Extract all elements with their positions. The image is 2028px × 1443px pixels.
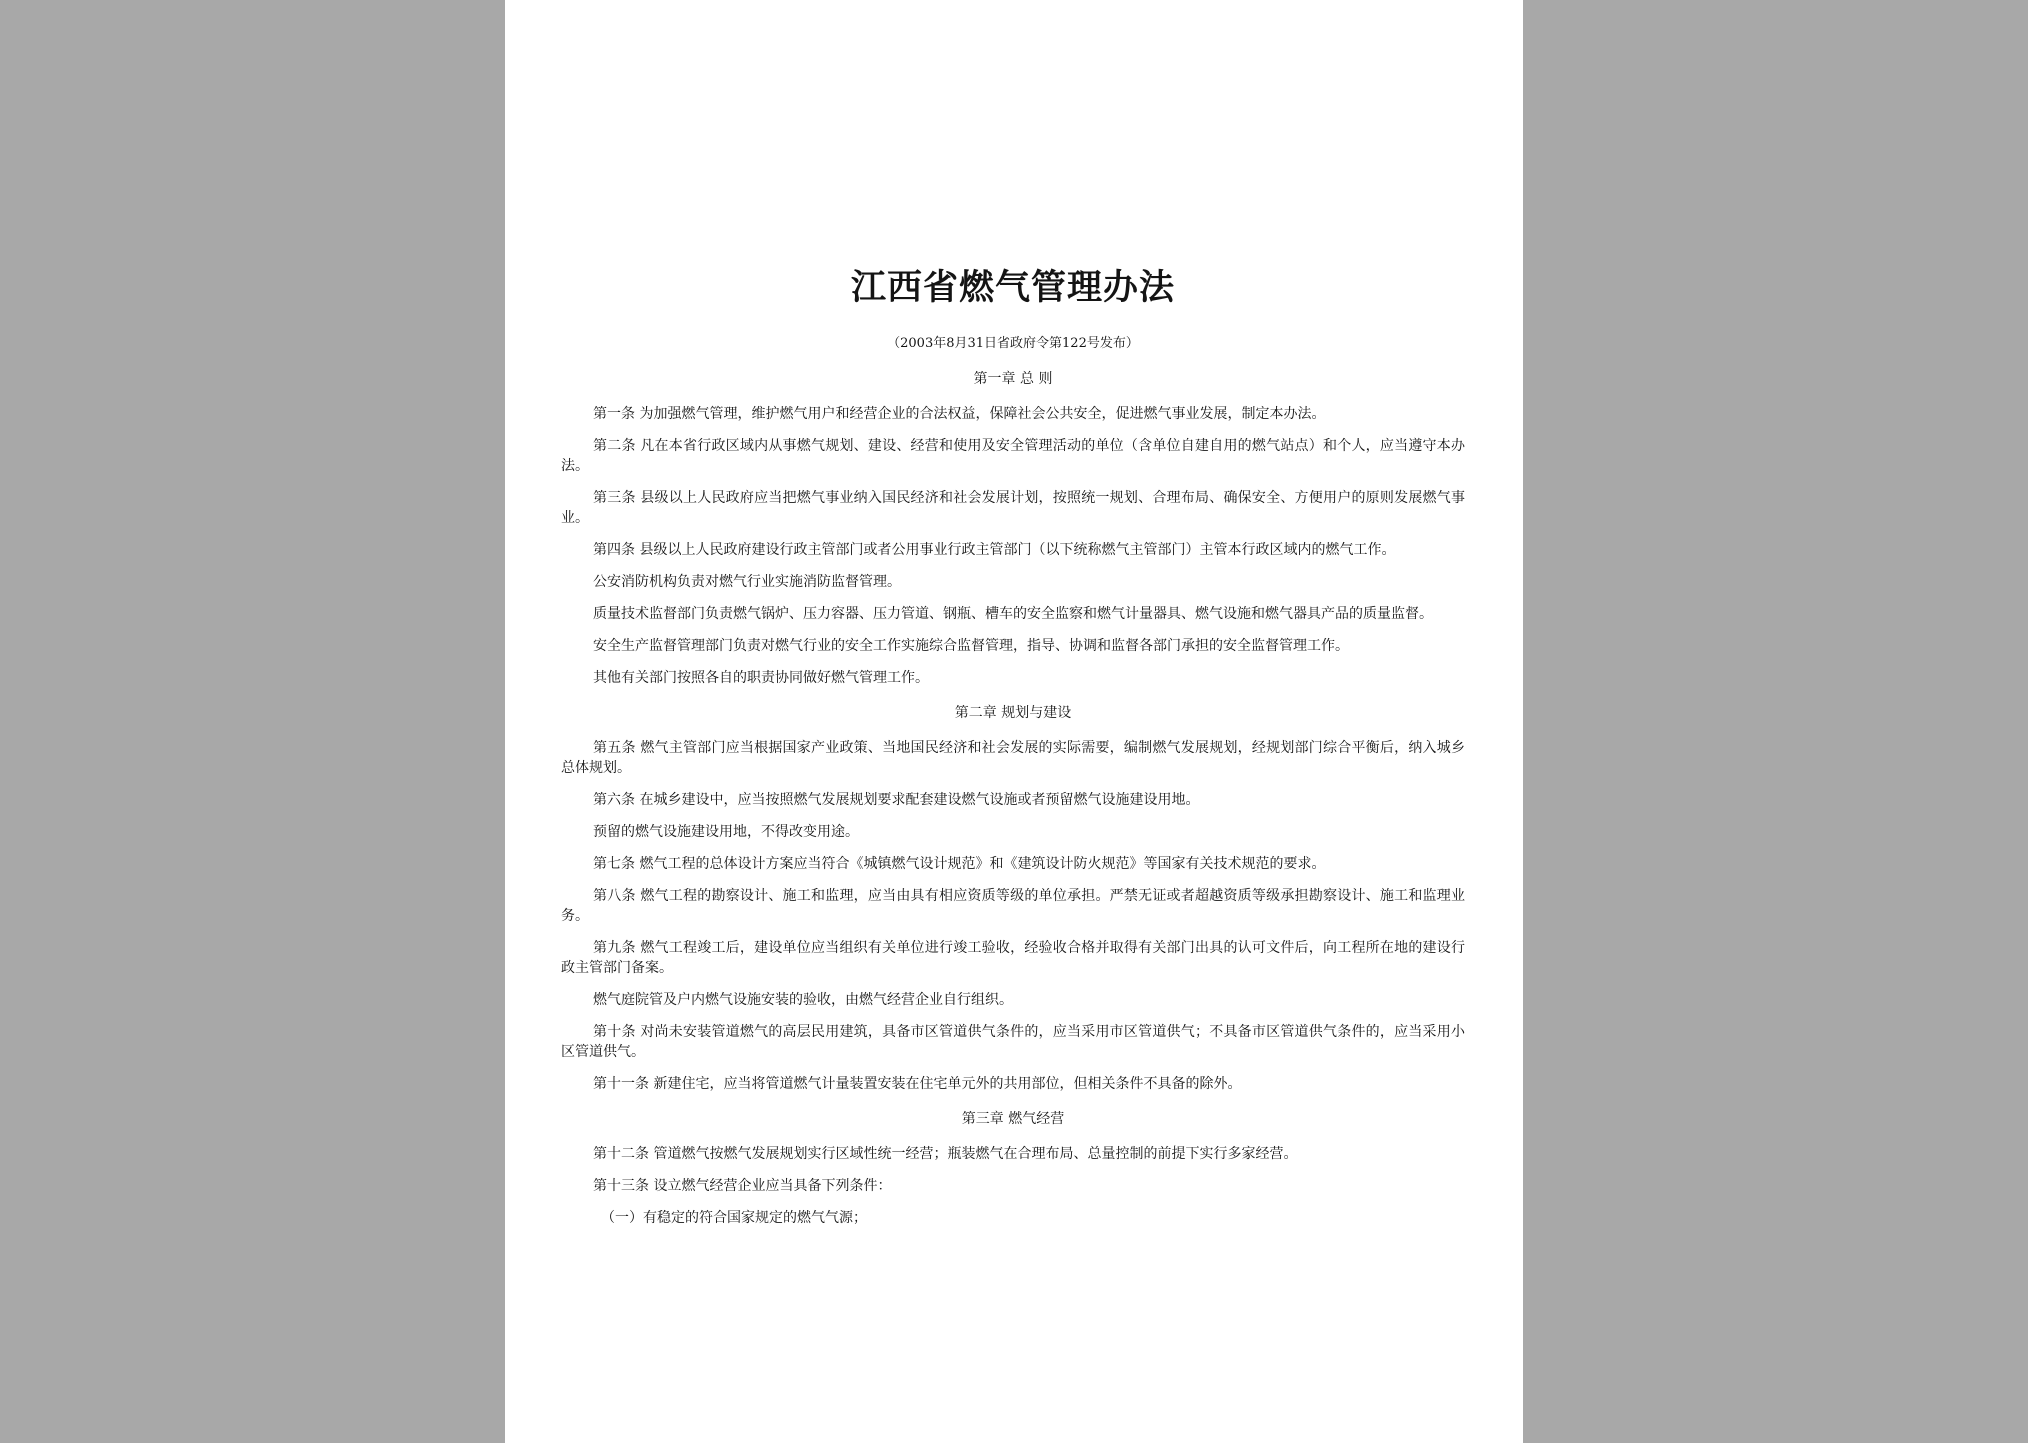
paragraph: 公安消防机构负责对燃气行业实施消防监督管理。 xyxy=(593,574,901,590)
paragraph: 第四条 县级以上人民政府建设行政主管部门或者公用事业行政主管部门（以下统称燃气主管部门）主管本行政区域内的燃气工作。 xyxy=(593,542,1396,558)
chapter-heading: 第二章 规划与建设 xyxy=(954,705,1072,721)
paragraph: 第二条 凡在本省行政区域内从事燃气规划、建设、经营和使用及安全管理活动的单位（含单位自建自用的燃气站点）和个人，应当遵守本办法。 xyxy=(561,438,1465,474)
document-page xyxy=(505,0,1523,1443)
paragraph: 第三条 县级以上人民政府应当把燃气事业纳入国民经济和社会发展计划，按照统一规划、合理布局、确保安全、方便用户的原则发展燃气事业。 xyxy=(561,490,1465,526)
paragraph: 燃气庭院管及户内燃气设施安装的验收，由燃气经营企业自行组织。 xyxy=(593,992,1013,1008)
document-title: 江西省燃气管理办法 xyxy=(850,267,1175,308)
paragraph: 第一条 为加强燃气管理，维护燃气用户和经营企业的合法权益，保障社会公共安全，促进燃气事业发展，制定本办法。 xyxy=(593,406,1326,422)
paragraph: 第十二条 管道燃气按燃气发展规划实行区域性统一经营；瓶装燃气在合理布局、总量控制的前提下实行多家经营。 xyxy=(593,1146,1298,1162)
paragraph: 第十三条 设立燃气经营企业应当具备下列条件： xyxy=(593,1178,892,1194)
paragraph: 第五条 燃气主管部门应当根据国家产业政策、当地国民经济和社会发展的实际需要，编制燃气发展规划，经规划部门综合平衡后，纳入城乡总体规划。 xyxy=(561,740,1465,776)
paragraph: 第六条 在城乡建设中，应当按照燃气发展规划要求配套建设燃气设施或者预留燃气设施建设用地。 xyxy=(593,792,1200,808)
paragraph: 第七条 燃气工程的总体设计方案应当符合《城镇燃气设计规范》和《建筑设计防火规范》等国家有关技术规范的要求。 xyxy=(593,856,1326,872)
paragraph: 第十条 对尚未安装管道燃气的高层民用建筑，具备市区管道供气条件的，应当采用市区管道供气；不具备市区管道供气条件的，应当采用小区管道供气。 xyxy=(561,1024,1465,1060)
chapter-heading: 第一章 总 则 xyxy=(973,371,1053,387)
document-subtitle: （2003年8月31日省政府令第122号发布） xyxy=(887,336,1139,351)
paragraph: 第八条 燃气工程的勘察设计、施工和监理，应当由具有相应资质等级的单位承担。严禁无证或者超越资质等级承担勘察设计、施工和监理业务。 xyxy=(561,888,1465,924)
paragraph: 其他有关部门按照各自的职责协同做好燃气管理工作。 xyxy=(593,670,929,686)
paragraph: 预留的燃气设施建设用地，不得改变用途。 xyxy=(593,824,859,840)
list-item: （一）有稳定的符合国家规定的燃气气源； xyxy=(601,1210,867,1226)
paragraph: 第九条 燃气工程竣工后，建设单位应当组织有关单位进行竣工验收，经验收合格并取得有关部门出具的认可文件后，向工程所在地的建设行政主管部门备案。 xyxy=(561,940,1465,976)
chapter-heading: 第三章 燃气经营 xyxy=(961,1111,1065,1127)
paragraph: 质量技术监督部门负责燃气锅炉、压力容器、压力管道、钢瓶、槽车的安全监察和燃气计量器具、燃气设施和燃气器具产品的质量监督。 xyxy=(593,606,1433,622)
paragraph: 第十一条 新建住宅，应当将管道燃气计量装置安装在住宅单元外的共用部位，但相关条件不具备的除外。 xyxy=(593,1076,1242,1092)
paragraph: 安全生产监督管理部门负责对燃气行业的安全工作实施综合监督管理，指导、协调和监督各部门承担的安全监督管理工作。 xyxy=(593,638,1349,654)
